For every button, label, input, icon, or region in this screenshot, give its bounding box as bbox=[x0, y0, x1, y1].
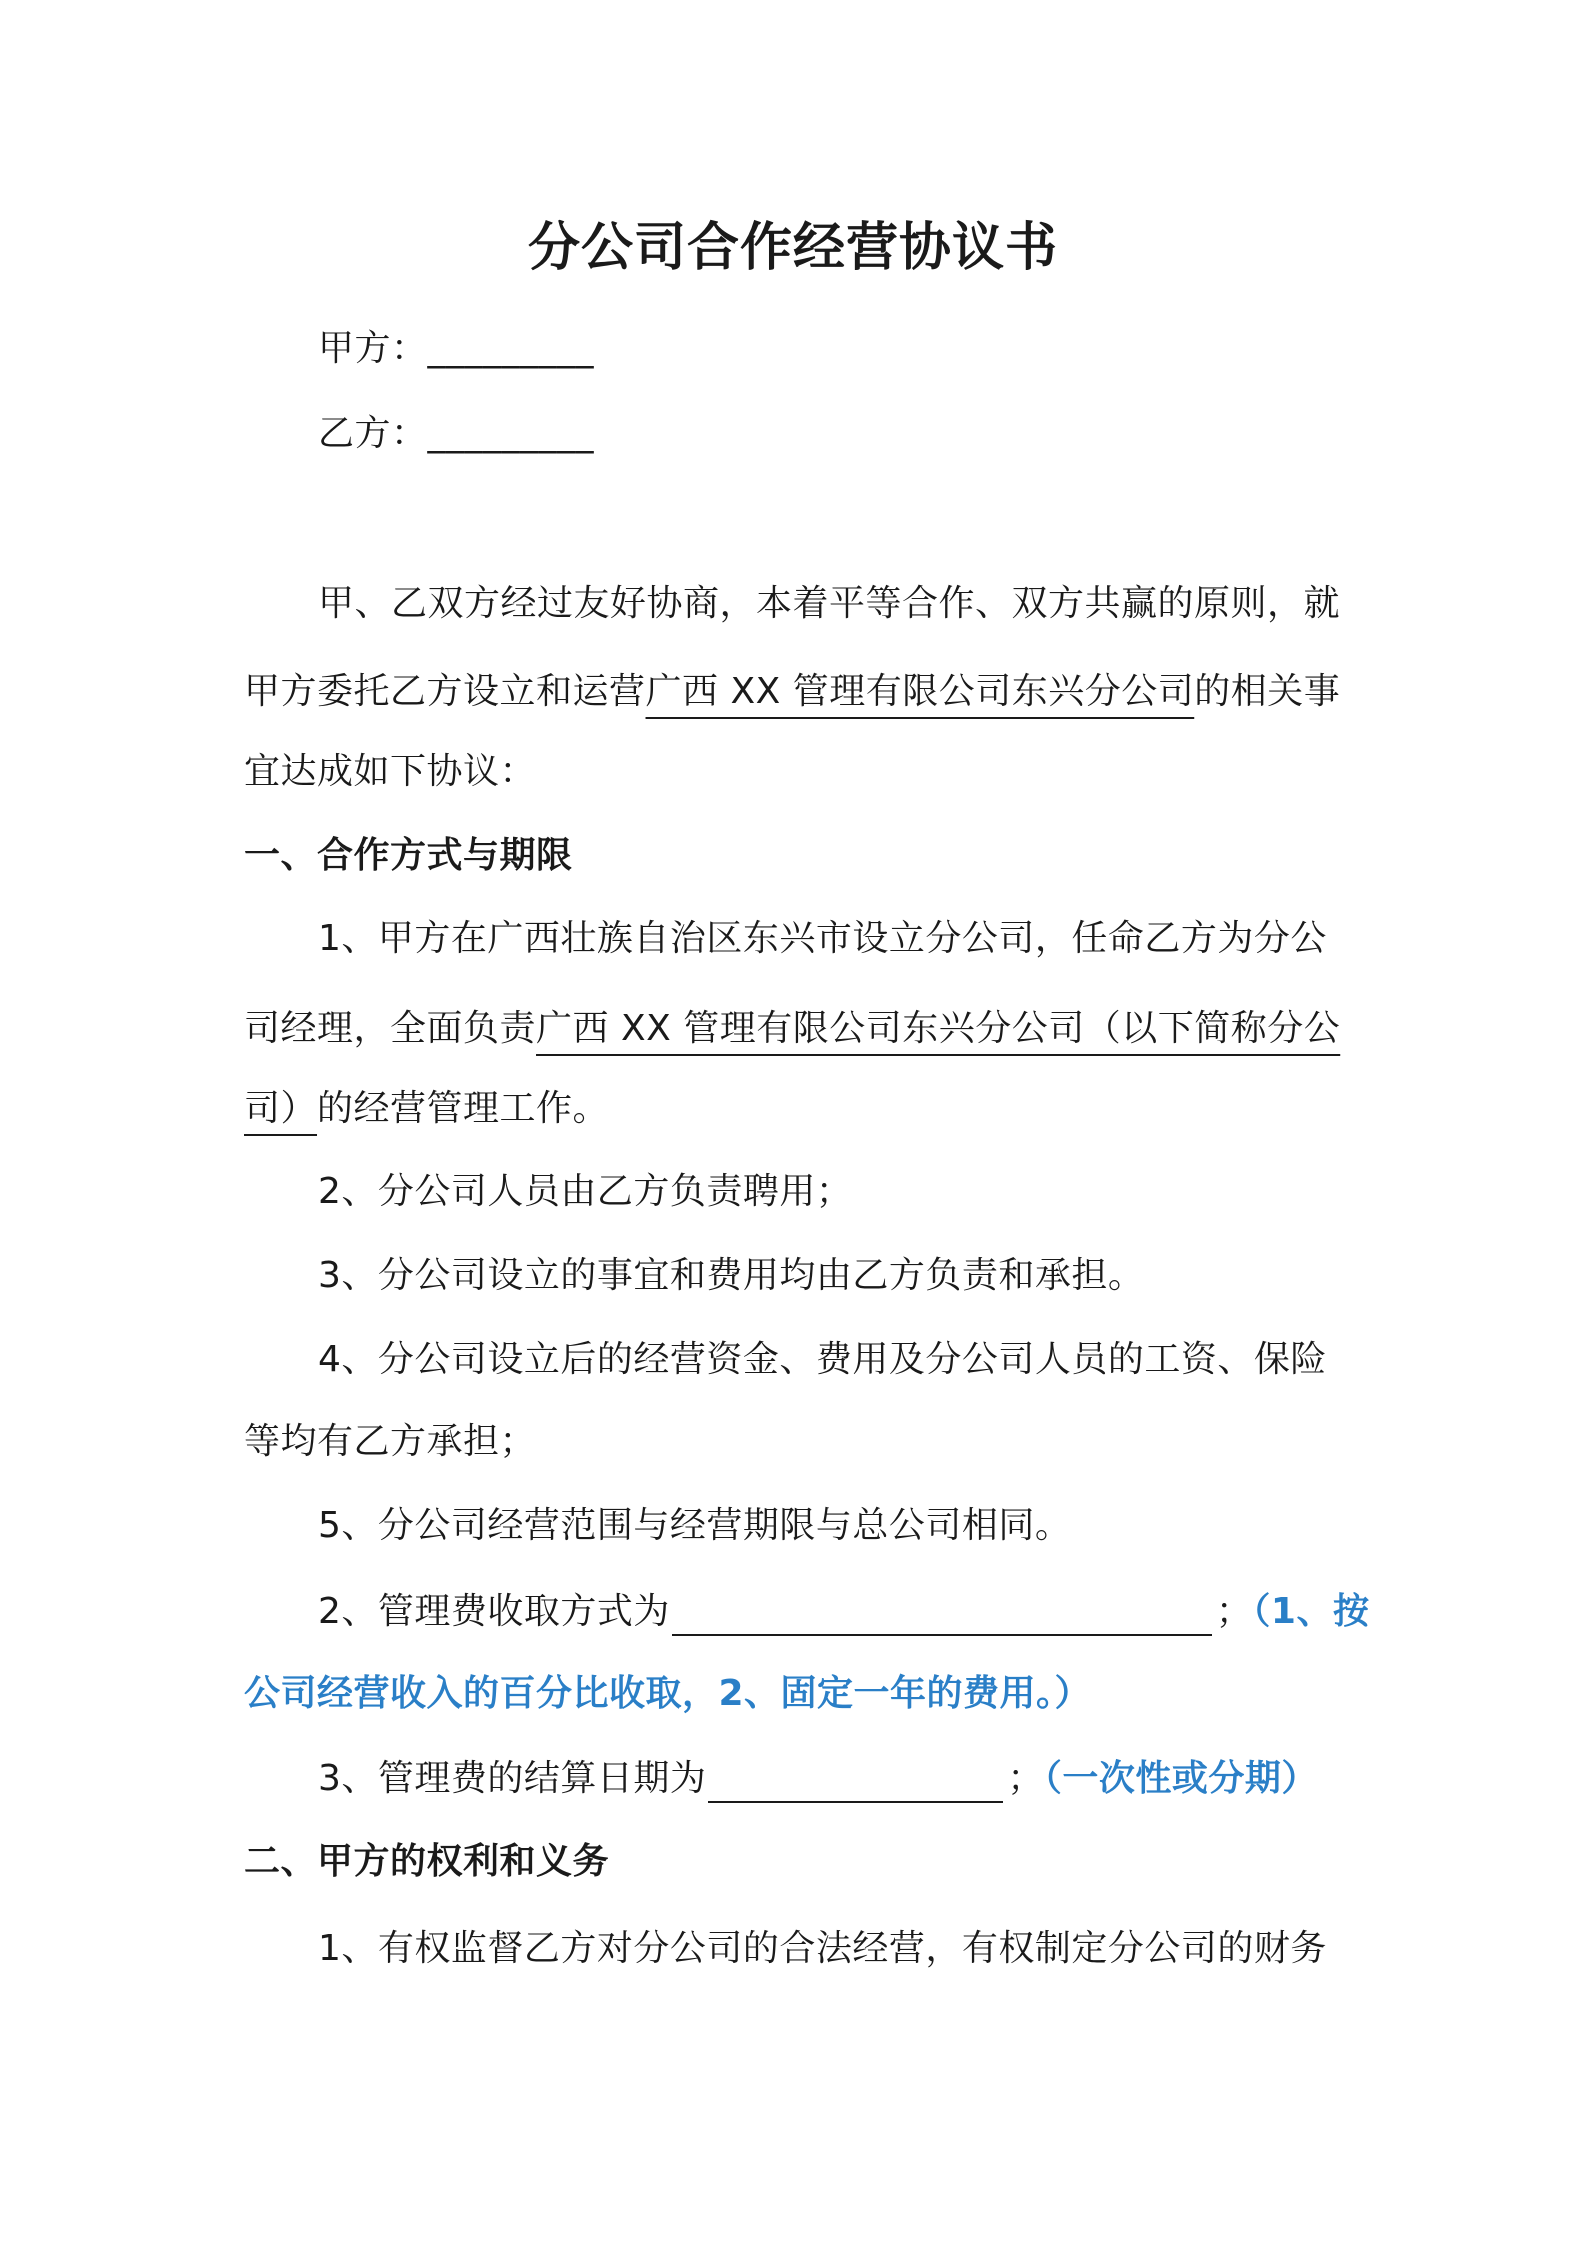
intro-line-1: 甲、乙双方经过友好协商，本着平等合作、双方共赢的原则，就 bbox=[318, 583, 1341, 624]
s1-item1-line2 bbox=[244, 1005, 1340, 1053]
fee-method-line bbox=[318, 1588, 1369, 1636]
s1-item4-line2: 等均有乙方承担； bbox=[244, 1421, 537, 1462]
s1-item1-line3-suffix: 的经营管理工作。 bbox=[317, 1088, 610, 1129]
section-1-heading: 一、合作方式与期限 bbox=[244, 835, 573, 876]
s1-item1-line3 bbox=[244, 1085, 609, 1133]
s1-item1-company-end: 司） bbox=[244, 1088, 318, 1129]
s1-item2: 2、分公司人员由乙方负责聘用； bbox=[318, 1171, 853, 1212]
fee-date-line bbox=[318, 1755, 1318, 1803]
fee-date-sep: ； bbox=[1007, 1758, 1044, 1799]
s1-item4-line1: 4、分公司设立后的经营资金、费用及分公司人员的工资、保险 bbox=[318, 1339, 1327, 1380]
fee-method-blank[interactable] bbox=[672, 1594, 1212, 1636]
s2-item1-line1: 1、有权监督乙方对分公司的合法经营，有权制定分公司的财务 bbox=[318, 1928, 1327, 1969]
s1-item5: 5、分公司经营范围与经营期限与总公司相同。 bbox=[318, 1505, 1072, 1546]
fee-method-note-1: （1、按 bbox=[1252, 1591, 1370, 1632]
party-a-blank: _________ bbox=[427, 328, 595, 369]
fee-method-note-2: 公司经营收入的百分比收取，2、固定一年的费用。） bbox=[244, 1673, 1092, 1714]
section-2-heading: 二、甲方的权利和义务 bbox=[244, 1841, 610, 1882]
intro-company-name: 广西 XX 管理有限公司东兴分公司 bbox=[645, 671, 1195, 712]
fee-date-label: 3、管理费的结算日期为 bbox=[318, 1758, 707, 1799]
intro-line-2-prefix: 甲方委托乙方设立和运营 bbox=[244, 671, 646, 712]
party-b-line bbox=[318, 410, 594, 458]
party-a-label: 甲方： bbox=[318, 328, 428, 369]
s1-item1-line1: 1、甲方在广西壮族自治区东兴市设立分公司，任命乙方为分公 bbox=[318, 918, 1327, 959]
party-a-line bbox=[318, 325, 594, 373]
intro-line-2-suffix: 的相关事 bbox=[1194, 671, 1341, 712]
s1-item1-line2-prefix: 司经理，全面负责 bbox=[244, 1008, 537, 1049]
fee-method-label: 2、管理费收取方式为 bbox=[318, 1591, 670, 1632]
document-title: 分公司合作经营协议书 bbox=[527, 218, 1058, 278]
fee-method-sep: ； bbox=[1215, 1591, 1253, 1632]
s1-item3: 3、分公司设立的事宜和费用均由乙方负责和承担。 bbox=[318, 1255, 1145, 1296]
party-b-blank: _________ bbox=[427, 413, 595, 454]
intro-line-2 bbox=[244, 668, 1340, 716]
intro-line-3: 宜达成如下协议： bbox=[244, 751, 537, 792]
fee-date-blank[interactable] bbox=[708, 1761, 1003, 1803]
fee-date-note: （一次性或分期） bbox=[1043, 1758, 1318, 1799]
party-b-label: 乙方： bbox=[318, 413, 428, 454]
s1-item1-company: 广西 XX 管理有限公司东兴分公司（以下简称分公 bbox=[536, 1008, 1341, 1049]
